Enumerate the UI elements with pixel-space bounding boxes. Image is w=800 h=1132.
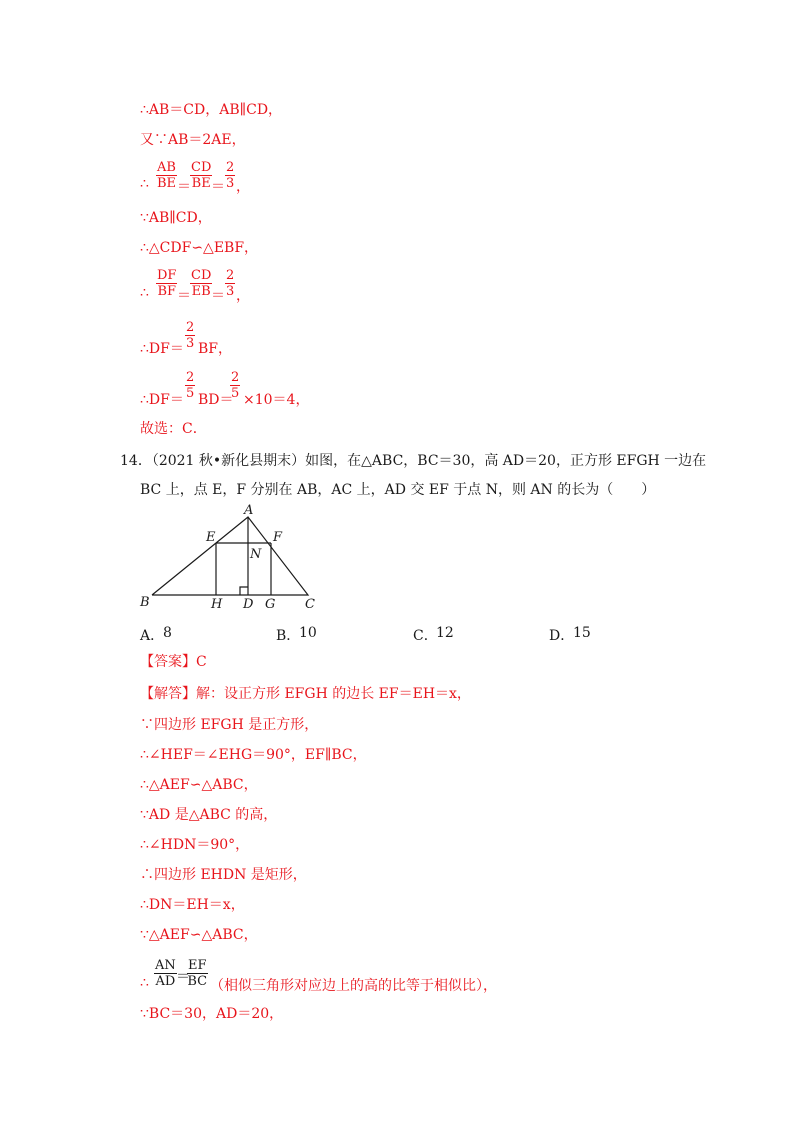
solution-line: ∴△CDF∽△EBF， (140, 240, 259, 256)
fraction: $\frac{AN}{AD}$ (155, 958, 176, 989)
fraction: $\frac{EF}{BC}$ (187, 958, 208, 989)
equals-sign: ＝ (176, 969, 190, 985)
fraction: $\frac{2}{5}$ (231, 370, 240, 401)
equals-sign: ＝ (177, 179, 191, 195)
solution-text: ×10＝4， (243, 392, 310, 408)
solution-text: ∴DF＝ (140, 392, 184, 408)
fraction: $\frac{CD}{EB}$ (191, 268, 212, 299)
analysis-line: ∵BC＝30，AD＝20， (140, 1006, 284, 1022)
label-g: G (265, 597, 276, 612)
analysis-line: ∵AD 是△ABC 的高， (140, 807, 278, 823)
solution-line: 故选：C． (140, 421, 207, 437)
label-b: B (140, 595, 150, 610)
option-a-value: 8 (163, 625, 172, 641)
label-n: N (250, 547, 262, 562)
fraction: $\frac{2}{3}$ (226, 268, 235, 299)
option-c-value: 12 (436, 625, 454, 641)
analysis-text: 解：设正方形 EFGH 的边长 EF＝EH＝x， (196, 686, 471, 702)
fraction: $\frac{2}{3}$ (226, 160, 235, 191)
fraction: $\frac{CD}{BE}$ (191, 160, 212, 191)
label-h: H (211, 597, 223, 612)
answer-value: C (196, 654, 207, 670)
analysis-line: ∴DN＝EH＝x， (140, 897, 245, 913)
label-f: F (273, 530, 283, 545)
analysis-line: ∵四边形 EFGH 是正方形， (140, 717, 319, 733)
label-e: E (206, 530, 216, 545)
fraction: $\frac{2}{3}$ (186, 320, 195, 351)
option-c-letter[interactable]: C． (413, 628, 438, 644)
therefore-sign: ∴ (140, 285, 149, 301)
answer-tag: 【答案】 (140, 654, 196, 670)
question-text: 14．（2021 秋•新化县期末）如图，在△ABC，BC＝30，高 AD＝20，正方形 EFGH 一边在 (120, 453, 707, 469)
option-d-letter[interactable]: D． (549, 628, 575, 644)
question-text: BC 上，点 E，F 分别在 AB，AC 上，AD 交 EF 于点 N，则 AN 的长为（ ） (140, 482, 656, 498)
solution-line: 又∵AB＝2AE， (140, 132, 246, 148)
analysis-line: ∴∠HEF＝∠EHG＝90°，EF∥BC， (140, 747, 367, 763)
solution-text: ∴DF＝ (140, 341, 184, 357)
option-b-value: 10 (299, 625, 317, 641)
triangle-figure (130, 500, 330, 615)
option-b-letter[interactable]: B． (276, 628, 301, 644)
therefore-sign: ∴ (140, 975, 149, 991)
analysis-tag: 【解答】 (140, 686, 196, 702)
option-a-letter[interactable]: A． (140, 628, 165, 644)
therefore-sign: ∴ (140, 176, 149, 192)
analysis-text: （相似三角形对应边上的高的比等于相似比）， (210, 978, 497, 994)
option-d-value: 15 (573, 625, 591, 641)
analysis-line: ∴△AEF∽△ABC， (140, 777, 258, 793)
fraction: $\frac{2}{5}$ (186, 370, 195, 401)
triangle-abc (152, 517, 308, 595)
analysis-line: ∵△AEF∽△ABC， (140, 927, 258, 943)
equals-sign: ＝ (177, 288, 191, 304)
analysis-line (140, 685, 471, 703)
analysis-line: ∴∠HDN＝90°， (140, 837, 250, 853)
label-c: C (305, 597, 315, 612)
label-a: A (244, 503, 254, 518)
equals-sign: ＝ (211, 288, 225, 304)
right-angle-mark (240, 587, 248, 595)
solution-text: BD＝ (198, 392, 234, 408)
analysis-line: ∴四边形 EHDN 是矩形， (140, 867, 307, 883)
solution-line: ∴AB＝CD，AB∥CD， (140, 102, 283, 118)
comma: ， (236, 179, 250, 195)
answer-line (140, 653, 207, 671)
label-d: D (243, 597, 254, 612)
fraction: $\frac{AB}{BE}$ (156, 160, 176, 191)
fraction: $\frac{DF}{BF}$ (157, 268, 177, 299)
equals-sign: ＝ (211, 179, 225, 195)
comma: ， (236, 288, 250, 304)
solution-text: BF， (198, 341, 233, 357)
solution-line: ∵AB∥CD， (140, 210, 212, 226)
